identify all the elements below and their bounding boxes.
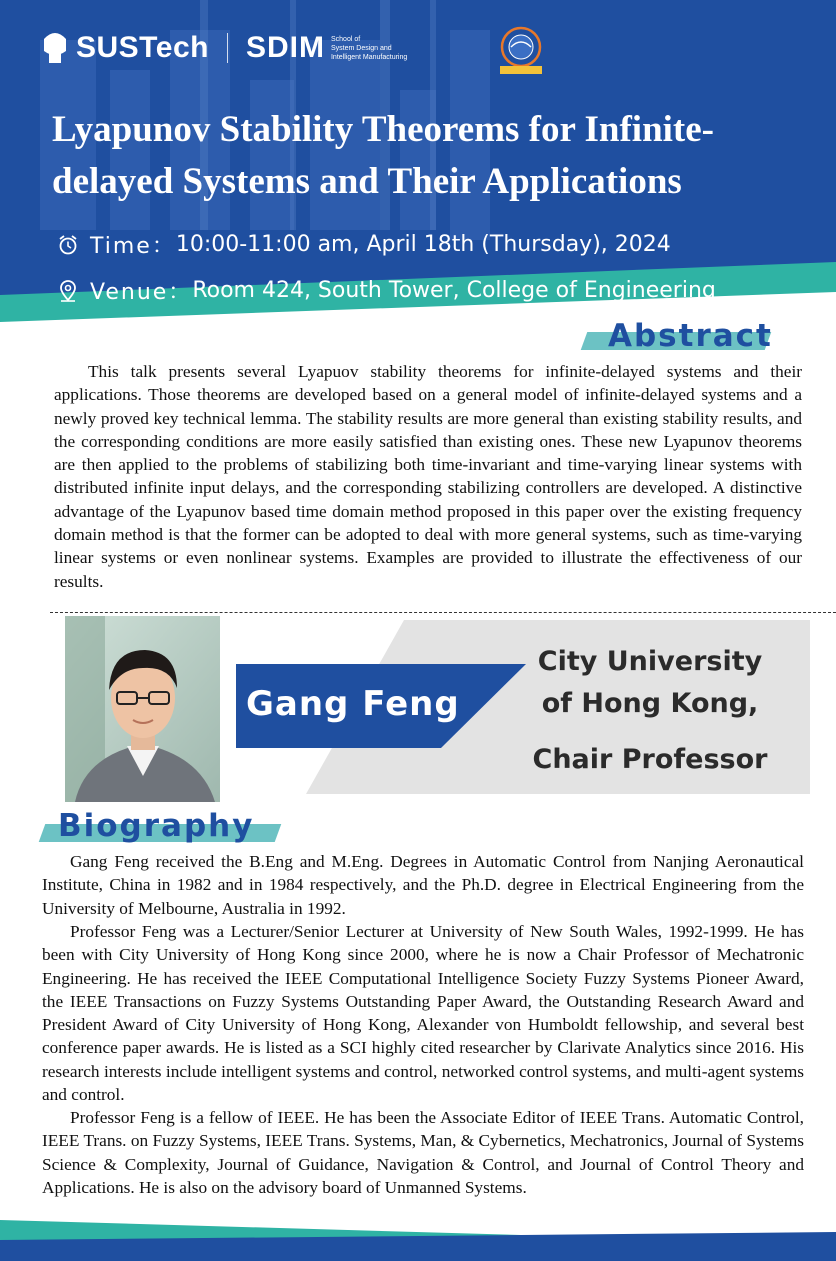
sdim-sub-line: School of: [330, 35, 361, 43]
sdim-logo-subtitle: [331, 35, 407, 62]
venue-value: Room 424, South Tower, College of Engineering: [192, 278, 716, 303]
venue-line: [58, 275, 716, 306]
abstract-text: This talk presents several Lyapuov stability theorems for infinite-delayed systems and their applications. Those theorems are developed based on a general model of infinite-delayed systems and a newly proved key technical lemma. The stability results are more general than existing stability results, and the corresponding conditions are more easily satisfied than existing ones. These new Lyapunov theorems are then applied to the problems of stabilizing both time-invariant and time-varying linear systems with distributed infinite input delays, and the corresponding stabilizing controllers are developed. A distinctive advantage of the Lyapunov based time domain method proposed in this paper over the existing frequency domain method is that the former can be adopted to deal with more general systems, such as time-varying linear systems or even nonlinear systems. Examples are provided to illustrate the effectiveness of our results.: [54, 362, 802, 591]
speaker-affiliation-line2: of Hong Kong,: [541, 688, 759, 719]
logo-row: [40, 22, 407, 74]
sustech-emblem-icon: [40, 29, 70, 67]
time-line: [58, 229, 671, 260]
speaker-name: Gang Feng: [246, 684, 460, 724]
biography-heading: [38, 808, 282, 844]
section-divider: [50, 612, 836, 613]
location-pin-icon: [58, 280, 78, 302]
speaker-affiliation-line1: City University: [537, 646, 763, 677]
sdim-logo: [246, 31, 407, 65]
biography-paragraph-2: Professor Feng was a Lecturer/Senior Lecturer at University of New South Wales, 1992-1999. He has been with City University of Hong Kong since 2000, where he is now a Chair Professor of Mechatronic Engineering. He has received the IEEE Computational Intelligence Society Fuzzy Systems Pioneer Award, the IEEE Transactions on Fuzzy Systems Outstanding Paper Award, the Outstanding Research Award and President Award of City University of Hong Kong, Alexander von Humboldt fellowship, and several best conference paper awards. He is listed as a SCI highly cited researcher by Clarivate Analytics since 2016. His research interests include intelligent systems and control, networked control systems, and multi-agent systems and control.: [42, 922, 804, 1105]
speaker-position: Chair Professor: [532, 744, 768, 775]
time-label: Time：: [90, 234, 176, 259]
alarm-clock-icon: [58, 234, 78, 256]
abstract-heading-text: Abstract: [608, 318, 773, 354]
time-value: 10:00-11:00 am, April 18th (Thursday), 2024: [175, 232, 671, 257]
sustech-control-logo-icon: [496, 25, 546, 75]
lecture-title: Lyapunov Stability Theorems for Infinite-delayed Systems and Their Applications: [52, 109, 714, 202]
biography-paragraph-3: Professor Feng is a fellow of IEEE. He has been the Associate Editor of IEEE Trans. Automatic Control, IEEE Trans. on Fuzzy Systems, IEEE Trans. Systems, Man, & Cybernetics, Mechatronics, Journal of Systems Science & Complexity, Journal of Guidance, Navigation & Control, and Journal of Control Theory and Applications. He is also on the advisory board of Unmanned Systems.: [42, 1108, 804, 1197]
sdim-logo-text: SDIM: [245, 31, 325, 64]
header-banner: [0, 0, 836, 345]
sustech-logo-text: SUSTech: [76, 31, 209, 64]
sdim-sub-line: System Design and: [330, 44, 392, 52]
biography-paragraph-1: Gang Feng received the B.Eng and M.Eng. Degrees in Automatic Control from Nanjing Aeronautical Institute, China in 1982 and in 1984 respectively, and the Ph.D. degree in Electrical Engineering from the University of Melbourne, Australia in 1992.: [42, 852, 804, 918]
biography-heading-text: Biography: [58, 808, 255, 844]
sustech-logo: [40, 29, 209, 67]
speaker-photo: [65, 616, 220, 802]
footer-band: [0, 1210, 836, 1261]
venue-label: Venue：: [90, 280, 193, 305]
abstract-heading: [584, 318, 773, 354]
logo-divider: [227, 33, 228, 63]
sdim-sub-line: Intelligent Manufacturing: [330, 53, 408, 61]
